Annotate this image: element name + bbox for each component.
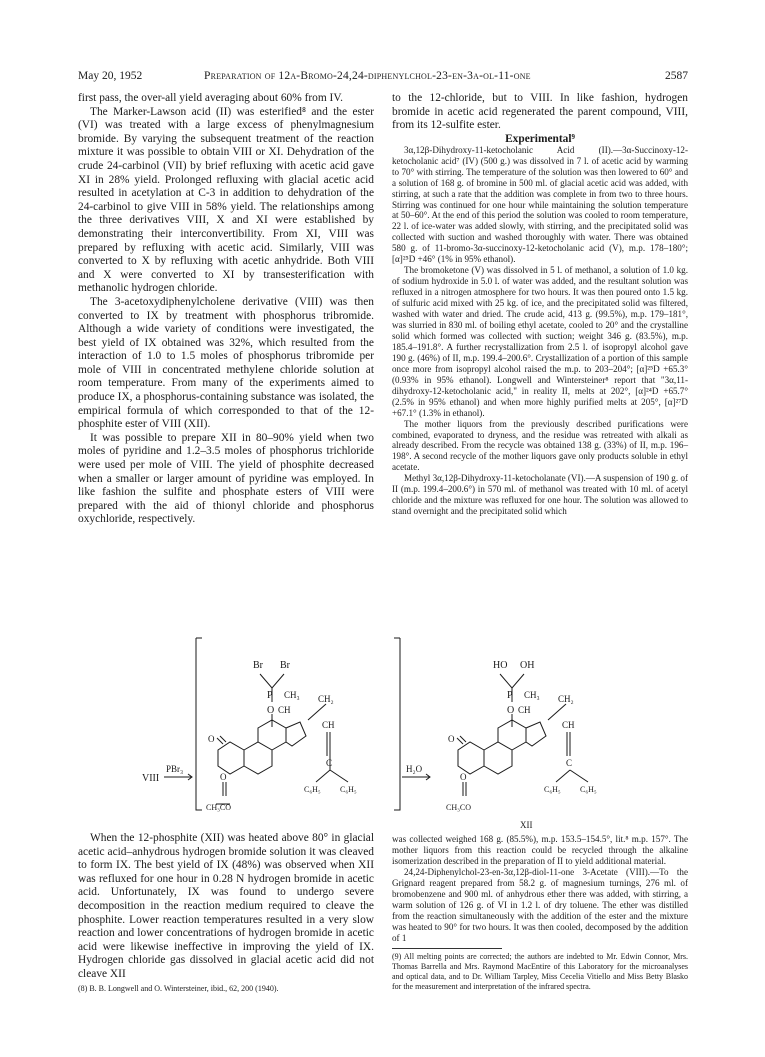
- experimental-paragraph: The bromoketone (V) was dissolved in 5 l. of methanol, a solution of 1.0 kg. of sodium hydroxide in 5.0 l. of water was added, and the resultant solution was refluxed in a nitrogen atmosphere for two hours. It was then poured onto 1.5 kg. of sulfuric acid mixed with 25 kg. of ice, and the precipitated solid was filtered, washed with water and dried. The crude acid, 413 g. (99.5%), m.p. 179–181°, was slurried in 830 ml. of boiling ethyl acetate, cooled to 20° and the crystalline solid which formed was collected with suction; weight 346 g. (83.5%), m.p. 185.4–191.8°. A further recrystallization from 2.5 l. of isopropyl alcohol gave 190 g. (46%) of II, m.p. 199.4–200.6°. Crystallization of a portion of this sample once more from isopropyl alcohol raised the m.p. to 203–204°; [α]²⁵D +65.3° (0.93% in 95% ethanol). Longwell and Wintersteiner⁸ report that "3α,11-dihydroxy-12-ketocholanic acid," in reality II, melts at 202°, [α]²⁴D +65.7° (2.5% in 95% ethanol) and when more highly purified melts at 205°, [α]²⁷D +67.1° (1.3% in ethanol).: [392, 265, 688, 418]
- body-paragraph: first pass, the over-all yield averaging about 60% from IV.: [78, 92, 343, 104]
- right-column-bottom: [392, 834, 688, 992]
- body-paragraph: It was possible to prepare XII in 80–90% yield when two moles of pyridine and 1.2–3.5 moles of phosphorus trichloride were used per mole of VIII. The yield of phosphite decreased when a smaller or larger amount of pyridine was employed. In like fashion the sulfite and phosphate esters of VIII were prepared with the aid of thionyl chloride and phosphorus oxychloride, respectively.: [78, 431, 374, 526]
- scheme-ch-label: CH: [278, 705, 291, 715]
- header-title: Preparation of 12α-Bromo-24,24-diphenylchol-23-en-3α-ol-11-one: [204, 70, 531, 82]
- scheme-ch3-label: CH₃: [284, 690, 300, 700]
- scheme-ch-label: CH: [562, 720, 575, 730]
- left-column-top: [78, 92, 374, 527]
- header-date: May 20, 1952: [78, 70, 143, 82]
- body-paragraph: When the 12-phosphite (XII) was heated above 80° in glacial acetic acid–anhydrous hydrogen bromide solution it was cleaved to form IX. The best yield of IX (48%) was observed when XII was refluxed for one hour in 0.28 N hydrogen bromide in acetic acid. Unfortunately, IX was found to undergo severe decomposition in the reaction medium required to cleave the phosphite. Lower reaction temperatures resulted in a very slow reaction and lower concentrations of hydrogen bromide in acetic acid were likewise ineffective in improving the yield of IX. Hydrogen chloride gas dissolved in glacial acetic acid did not cleave XII: [78, 832, 374, 980]
- right-column-top: [392, 92, 688, 517]
- scheme-br-label: Br: [253, 660, 263, 671]
- scheme-o-label: O: [507, 705, 515, 716]
- scheme-ch3-label: CH₃: [524, 690, 540, 700]
- scheme-c-label: C: [326, 758, 333, 768]
- scheme-p-label: P: [267, 690, 273, 701]
- body-paragraph: The Marker-Lawson acid (II) was esterified⁸ and the ester (VI) was treated with a large excess of phenylmagnesium bromide. By varying the subsequent treatment of the reaction mixture it was possible to obtain VIII or XI. Dehydration of the crude 24-carbinol (VII) by brief refluxing with acetic acid gave XI in 28% yield. Prolonged refluxing with glacial acetic acid resulted in acetylation at C-3 in addition to dehydration of the 24-carbinol to give VIII in 58% yield. The relationships among the three derivatives VIII, X and XI were established by demonstrating their interconvertibility. From XI, VIII was prepared by refluxing with acetic acid. Similarly, VIII was converted to X by refluxing with acetic anhydride. Both VIII and X were converted to XI by transesterification with methanolic hydrogen chloride.: [78, 105, 374, 295]
- left-column-bottom: [78, 832, 374, 994]
- scheme-p-label: P: [507, 690, 513, 701]
- scheme-reagent-h2o: H₂O: [406, 764, 423, 774]
- scheme-reagent-pbr3: PBr₃: [166, 764, 184, 774]
- scheme-c-label: C: [566, 758, 573, 768]
- reaction-scheme: [78, 632, 688, 828]
- scheme-ch-label: CH: [322, 720, 335, 730]
- scheme-oh-label: OH: [520, 660, 535, 671]
- body-paragraph: The 3-acetoxydiphenylcholene derivative (VIII) was then converted to IX by treatment with phosphorus tribromide. Although a wide variety of conditions were investigated, the best yield of IX obtained was 32%, which resulted from the interaction of 1.0 to 1.5 moles of phosphorus tribromide per mole of VIII in concentrated methylene chloride solution at room temperature. From many of the experiments aimed to produce IX, a phosphorus-containing substance was isolated, the empirical formula of which corresponded to that of the 12-phosphite ester of VIII (XII).: [78, 295, 374, 431]
- scheme-ch2-label: CH₂: [558, 694, 574, 704]
- footnote-rule: [392, 948, 502, 949]
- scheme-o-label: O: [208, 734, 215, 744]
- running-header: [78, 70, 688, 86]
- experimental-paragraph: Methyl 3α,12β-Dihydroxy-11-ketocholanate (VI).—A suspension of 190 g. of II (m.p. 199.4–200.6°) in 570 ml. of methanol was treated with 10 ml. of acetyl chloride and the mixture was refluxed for one hour. The solution was allowed to stand overnight and the precipitated solid which: [392, 473, 688, 517]
- scheme-o-label: O: [460, 772, 467, 782]
- footnote-8: (8) B. B. Longwell and O. Wintersteiner, ibid., 62, 200 (1940).: [78, 983, 279, 993]
- scheme-ch-label: CH: [518, 705, 531, 715]
- scheme-product-label: XII: [520, 820, 533, 828]
- experimental-paragraph: was collected weighed 168 g. (85.5%), m.p. 153.5–154.5°, lit.⁸ m.p. 157°. The mother liquors from this reaction could be recycled through the alkaline isomerization described in the preparation of II to yield additional material.: [392, 834, 688, 866]
- scheme-phenyl-label: C₆H₅: [544, 785, 561, 794]
- experimental-paragraph: The mother liquors from the previously described purifications were combined, evaporated to dryness, and the residue was retreated with alkali as already described. From the recycle was obtained 138 g. (33%) of II, m.p. 196–198°. A second recycle of the mother liquors gave only products soluble in ethyl acetate.: [392, 418, 688, 473]
- scheme-acetyl-label: CH₃CO: [206, 803, 232, 812]
- scheme-phenyl-label: C₆H₅: [580, 785, 597, 794]
- scheme-phenyl-label: C₆H₅: [340, 785, 357, 794]
- section-heading-experimental: Experimental⁹: [505, 132, 575, 145]
- scheme-o-label: O: [448, 734, 455, 744]
- scheme-ch2-label: CH₂: [318, 694, 334, 704]
- scheme-acetyl-label: CH₃CO: [446, 803, 472, 812]
- footnote-9: (9) All melting points are corrected; the authors are indebted to Mr. Edwin Connor, Mrs. Thomas Barrella and Mrs. Raymond MacEntire of this Laboratory for the microanalyses and optical data, and to Dr. William Tarpley, Miss Cecelia Vitiello and Miss Betty Blasko for the measurement and interpretation of the infrared spectra.: [392, 951, 688, 991]
- header-page-number: 2587: [665, 70, 688, 82]
- scheme-reactant-label: VIII: [142, 773, 160, 784]
- experimental-paragraph: 3α,12β-Dihydroxy-11-ketocholanic Acid (II).—3α-Succinoxy-12-ketocholanic acid⁷ (IV) (500 g.) was dissolved in 7 l. of acetic acid by warming to 70° with stirring. The temperature of the solution was then lowered to 60° and a solution of 168 g. of bromine in 500 ml. of glacial acetic acid was added, with stirring, at such a rate that the addition was complete in from two to three hours. Stirring was continued for one hour while maintaining the solution temperature at 50–60°. At the end of this period the solution was cooled to room temperature, 22 l. of ice-water was added slowly, with stirring, and the precipitated solid was collected with suction and washed thoroughly with water. There was obtained 580 g. of 11-bromo-3α-succinoxy-12-ketocholanic acid (V), m.p. 178–180°; [α]²⁵D +46° (1% in 95% ethanol).: [392, 144, 688, 265]
- experimental-paragraph: 24,24-Diphenylchol-23-en-3α,12β-diol-11-one 3-Acetate (VIII).—To the Grignard reagent prepared from 58.2 g. of magnesium turnings, 276 ml. of bromobenzene and 900 ml. of anhydrous ether there was added, with stirring, a warm solution of 126 g. of VI in 1.2 l. of dry toluene. The ether was distilled from the reaction simultaneously with the addition of the ester and the mixture was heated to 90° for two hours. It was then cooled, decomposed by the addition of 1: [392, 866, 688, 943]
- body-paragraph: to the 12-chloride, but to VIII. In like fashion, hydrogen bromide in acetic acid regenerated the parent compound, VIII, from its 12-sulfite ester.: [392, 92, 688, 132]
- scheme-o-label: O: [220, 772, 227, 782]
- scheme-br-label: Br: [280, 660, 290, 671]
- scheme-ho-label: HO: [493, 660, 508, 671]
- scheme-o-label: O: [267, 705, 275, 716]
- scheme-phenyl-label: C₆H₅: [304, 785, 321, 794]
